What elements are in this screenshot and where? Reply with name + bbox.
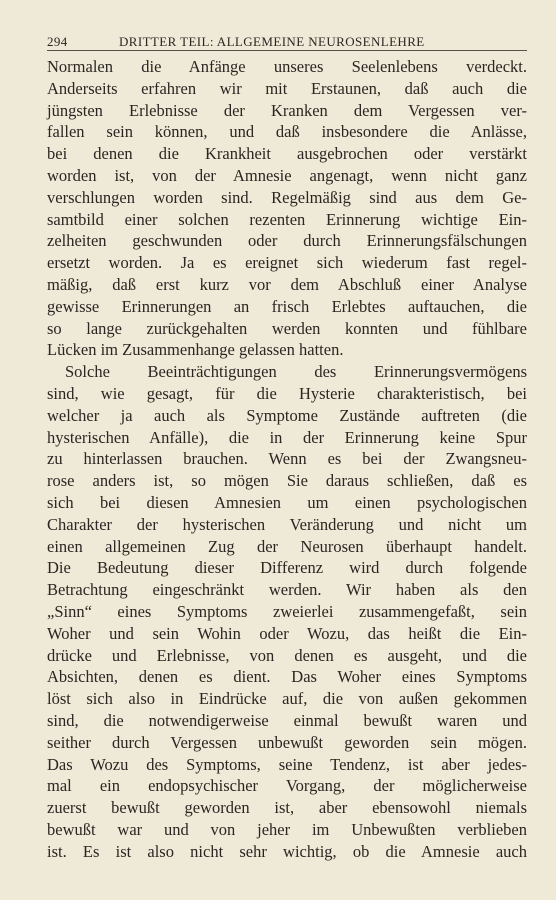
text-line: Die Bedeutung dieser Differenz wird durch folgende: [47, 558, 527, 578]
text-line: welcher ja auch als Symptome Zustände auftreten (die: [47, 405, 527, 425]
text-line: worden ist, von der Amnesie angenagt, wenn nicht ganz: [47, 165, 527, 185]
text-line: bei denen die Krankheit ausgebrochen oder verstärkt: [47, 144, 527, 164]
text-line: gewisse Erinnerungen an frisch Erlebtes auftauchen, die: [47, 296, 527, 316]
text-line: mäßig, daß erst kurz vor dem Abschluß einer Analyse: [47, 274, 527, 294]
text-line: Woher und sein Wohin oder Wozu, das heißt die Ein-: [47, 623, 527, 643]
text-line: samtbild einer solchen rezenten Erinnerung wichtige Ein-: [47, 209, 527, 229]
text-line: löst sich also in Eindrücke auf, die von außen gekommen: [47, 689, 527, 709]
page-number: 294: [47, 34, 68, 49]
text-line: Absichten, denen es dient. Das Woher eines Symptoms: [47, 667, 527, 687]
text-line: zelheiten geschwunden oder durch Erinnerungsfälschungen: [47, 231, 527, 251]
text-line: Betrachtung eingeschränkt werden. Wir haben als den: [47, 580, 527, 600]
text-line: mal ein endopsychischer Vorgang, der möglicherweise: [47, 776, 527, 796]
text-line: zuerst bewußt geworden ist, aber ebensowohl niemals: [47, 798, 527, 818]
text-line: Lücken im Zusammenhange gelassen hatten.: [47, 340, 344, 360]
running-head: DRITTER TEIL: ALLGEMEINE NEUROSENLEHRE: [119, 34, 425, 49]
text-line: Charakter der hysterischen Veränderung und nicht um: [47, 514, 527, 534]
text-line: zu hinterlassen brauchen. Wenn es bei der Zwangsneu-: [47, 449, 527, 469]
text-line: einen allgemeinen Zug der Neurosen überhaupt handelt.: [47, 536, 527, 556]
text-line: seither durch Vergessen unbewußt geworden sein mögen.: [47, 732, 527, 752]
text-line: sind, wie gesagt, für die Hysterie charakteristisch, bei: [47, 383, 527, 403]
text-line: verschlungen worden sind. Regelmäßig sind aus dem Ge-: [47, 187, 527, 207]
text-line: Solche Beeinträchtigungen des Erinnerungsvermögens: [65, 362, 527, 382]
text-line: bewußt war und von jeher im Unbewußten verblieben: [47, 819, 527, 839]
text-line: sich bei diesen Amnesien um einen psychologischen: [47, 492, 527, 512]
text-line: sind, die notwendigerweise einmal bewußt waren und: [47, 710, 527, 730]
text-line: fallen sein können, und daß insbesondere die Anlässe,: [47, 122, 527, 142]
text-line: Anderseits erfahren wir mit Erstaunen, daß auch die: [47, 78, 527, 98]
text-line: Das Wozu des Symptoms, seine Tendenz, ist aber jedes-: [47, 754, 527, 774]
body-text: [47, 56, 527, 862]
text-line: hysterischen Anfälle), die in der Erinnerung keine Spur: [47, 427, 527, 447]
text-line: drücke und Erlebnisse, von denen es ausgeht, und die: [47, 645, 527, 665]
text-line: so lange zurückgehalten werden konnten und fühlbare: [47, 318, 527, 338]
text-line: „Sinn“ eines Symptoms zweierlei zusammengefaßt, sein: [47, 601, 527, 621]
page-header: [47, 34, 527, 51]
text-line: Normalen die Anfänge unseres Seelenlebens verdeckt.: [47, 57, 527, 76]
text-line: jüngsten Erlebnisse der Kranken dem Vergessen ver-: [47, 100, 527, 120]
text-line: ist. Es ist also nicht sehr wichtig, ob die Amnesie auch: [47, 841, 527, 861]
text-line: ersetzt worden. Ja es ereignet sich wiederum fast regel-: [47, 253, 527, 273]
text-line: rose anders ist, so mögen Sie daraus schließen, daß es: [47, 471, 527, 491]
